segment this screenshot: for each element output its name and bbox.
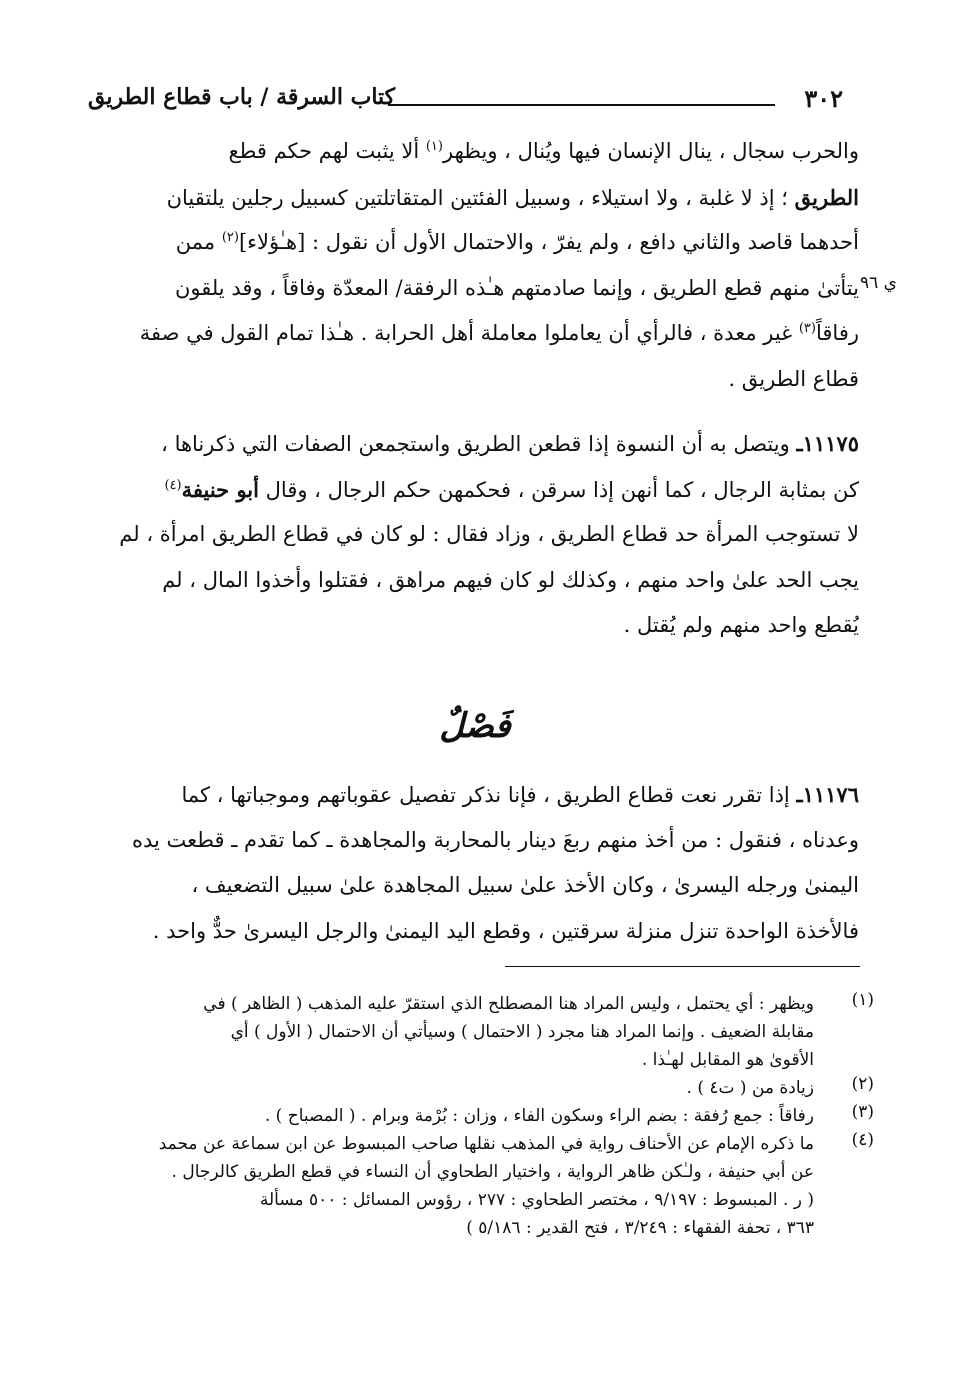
footnote	[82, 1130, 874, 1242]
text-line: لا تستوجب المرأة حد قطاع الطريق ، وزاد فقال : لو كان في قطاع الطريق امرأة ، لم	[119, 522, 859, 546]
text-line: وعدناه ، فنقول : من أخذ منهم ربعَ دينار بالمحاربة والمجاهدة ـ كما تقدم ـ قطعت يده	[131, 827, 859, 852]
text-line: ١١١٧٥ـ ويتصل به أن النسوة إذا قطعن الطريق واستجمعن الصفات التي ذكرناها ،	[161, 431, 859, 456]
page-header	[88, 78, 843, 118]
footnote	[82, 1074, 874, 1102]
paragraph-3	[92, 772, 859, 954]
running-title: كتاب السرقة / باب قطاع الطريق	[88, 84, 396, 110]
paragraph-1	[92, 129, 859, 402]
paragraph-2	[92, 421, 859, 649]
footnote-line: ( ر . المبسوط : ٩/١٩٧ ، مختصر الطحاوي : ٢٧٧ ، رؤوس المسائل : ٥٠٠ مسألة	[259, 1190, 814, 1210]
footnote	[82, 990, 874, 1074]
footnote-number: (٢)	[851, 1074, 874, 1094]
text-line: والحرب سجال ، ينال الإنسان فيها ويُنال ، ويظهر$^{(١)}$ ألا يثبت لهم حكم قطع	[228, 139, 859, 163]
text-line: كن بمثابة الرجال ، كما أنهن إذا سرقن ، فحكمهن حكم الرجال ، وقال أبو حنيفة$^{(٤)}$	[164, 476, 859, 502]
text-line: اليمنىٰ ورجله اليسرىٰ ، وكان الأخذ علىٰ سبيل المجاهدة علىٰ سبيل التضعيف ،	[191, 873, 859, 897]
page-number: ٣٠٢	[804, 84, 843, 113]
footnotes	[82, 990, 874, 1242]
footnote-line: مقابلة الضعيف . وإنما المراد هنا مجرد ( الاحتمال ) وسيأتي أن الاحتمال ( الأول ) أي	[230, 1022, 814, 1042]
footnote-line: عن أبي حنيفة ، ولـٰكن ظاهر الرواية ، واختيار الطحاوي أن النساء في قطع الطريق كالرجال .	[171, 1162, 814, 1182]
margin-manuscript-ref: ي ٩٦	[860, 273, 897, 293]
footnote-line: الأقوىٰ هو المقابل لهـٰذا .	[641, 1050, 814, 1070]
text-line: يُقطع واحد منهم ولم يُقتل .	[623, 613, 859, 637]
footnote-line: ويظهر : أي يحتمل ، وليس المراد هنا المصطلح الذي استقرّ عليه المذهب ( الظاهر ) في	[203, 994, 814, 1014]
footnote-line: زيادة من ( ت٤ ) .	[686, 1078, 814, 1098]
footnote-line: ٣٦٣ ، تحفة الفقهاء : ٣/٢٤٩ ، فتح القدير : ٥/١٨٦ )	[466, 1218, 814, 1238]
text-line: يجب الحد علىٰ واحد منهم ، وكذلك لو كان فيهم مراهق ، فقتلوا وأخذوا المال ، لم	[162, 567, 859, 592]
text-line: رفاقاً$^{(٣)}$ غير معدة ، فالرأي أن يعاملوا معاملة أهل الحرابة . هـٰذا تمام القول في صفة	[139, 321, 859, 345]
text-line: ١١١٧٦ـ إذا تقرر نعت قطاع الطريق ، فإنا نذكر تفصيل عقوباتهم وموجباتها ، كما	[181, 782, 859, 807]
text-line: قطاع الطريق .	[728, 366, 859, 391]
footnote-line: رفاقاً : جمع رُفقة : بضم الراء وسكون الفاء ، وزان : بُرْمة وبرام . ( المصباح ) .	[264, 1106, 814, 1126]
footnote-line: ما ذكره الإمام عن الأحناف رواية في المذهب نقلها صاحب المبسوط عن ابن سماعة عن محمد	[158, 1134, 814, 1154]
section-heading: فَصْلٌ	[439, 706, 511, 746]
footnote-separator	[505, 966, 860, 967]
footnote	[82, 1102, 874, 1130]
footnote-number: (١)	[851, 990, 874, 1010]
header-rule	[388, 104, 775, 106]
footnote-number: (٤)	[851, 1130, 874, 1150]
text-line: الطريق ؛ إذ لا غلبة ، ولا استيلاء ، وسبيل الفئتين المتقاتلتين كسبيل رجلين يلتقيان	[166, 184, 859, 210]
footnote-number: (٣)	[851, 1102, 874, 1122]
text-line: فالأخذة الواحدة تنزل منزلة سرقتين ، وقطع اليد اليمنىٰ والرجل اليسرىٰ حدٌّ واحد .	[152, 918, 859, 943]
text-line: أحدهما قاصد والثاني دافع ، ولم يفرّ ، والاحتمال الأول أن نقول : [هـٰؤلاء]$^{(٢)}$ ممن	[175, 230, 859, 254]
text-line: يتأتىٰ منهم قطع الطريق ، وإنما صادمتهم هـٰذه الرفقة/ المعدّة وفاقاً ، وقد يلقون	[174, 275, 859, 300]
